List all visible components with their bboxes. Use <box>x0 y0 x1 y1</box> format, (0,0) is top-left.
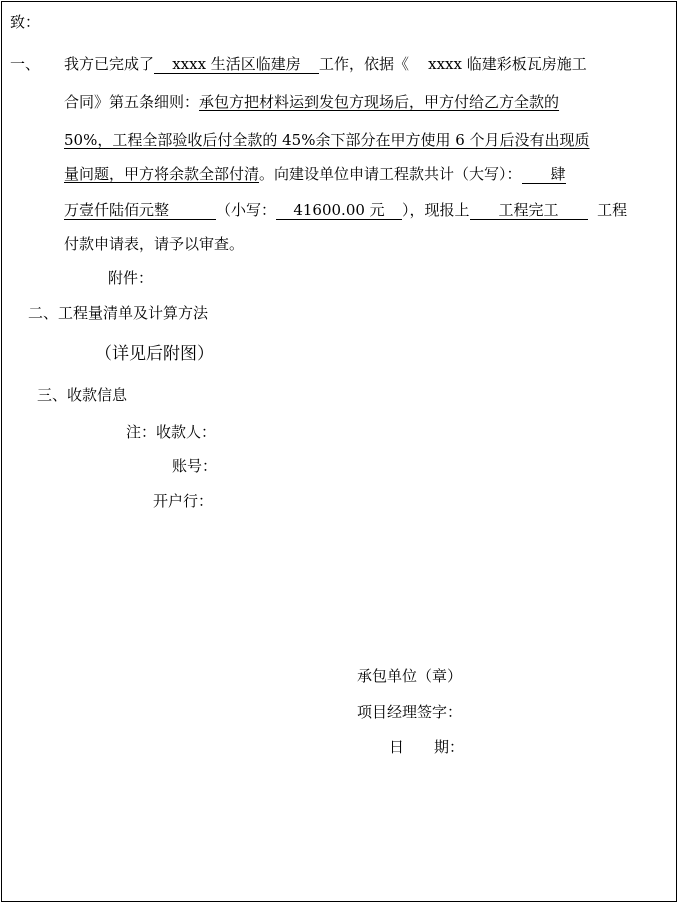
text: ），现报上 <box>402 201 470 219</box>
section2-title: 二、工程量清单及计算方法 <box>28 304 209 322</box>
section1-line4 <box>64 164 566 184</box>
section1-line2 <box>64 92 559 112</box>
manager-signature-label: 项目经理签字： <box>357 703 463 721</box>
section1-line3 <box>64 130 590 150</box>
text: 我方已完成了 <box>64 55 155 73</box>
attachment-label: 附件： <box>108 269 154 287</box>
text: 。向建设单位申请工程款共计（大写）： <box>259 165 522 183</box>
payee-label: 注：收款人： <box>126 423 217 441</box>
payment-terms-end: 量问题，甲方将余款全部付清 <box>64 165 260 183</box>
section1-line6: 付款申请表，请予以审查。 <box>64 235 245 253</box>
text: （小写： <box>216 201 277 219</box>
contractor-seal-label: 承包单位（章） <box>357 667 463 685</box>
section1-number: 一、 <box>10 55 41 73</box>
amount-lowercase-field: 41600.00 元 <box>276 201 402 220</box>
stage-field: 工程完工 <box>470 201 588 220</box>
salutation: 致： <box>10 13 41 31</box>
payment-terms: 承包方把材料运到发包方现场后，甲方付给乙方全款的 <box>199 93 560 111</box>
section1-line1 <box>64 54 587 74</box>
amount-uppercase-field: 肆 <box>522 165 566 184</box>
date-label: 日 期： <box>389 738 465 756</box>
bank-label: 开户行： <box>153 492 214 510</box>
section1-line5 <box>64 200 627 220</box>
account-label: 账号： <box>172 457 218 475</box>
section3-title: 三、收款信息 <box>37 386 128 404</box>
text: 工作，依据《 <box>319 55 410 73</box>
amount-uppercase-field-cont: 万壹仟陆佰元整 <box>64 201 216 220</box>
project-name-field: xxxx 生活区临建房 <box>154 55 319 74</box>
text: 第五条细则： <box>109 93 200 111</box>
payment-terms-cont: 50%，工程全部验收后付全款的 45%余下部分在甲方使用 6 个月后没有出现质 <box>64 131 590 149</box>
contract-name: xxxx 临建彩板瓦房施工 <box>428 55 587 73</box>
contract-name-end: 合同》 <box>64 93 110 111</box>
text: 工程 <box>597 201 628 219</box>
section2-note: （详见后附图） <box>95 344 214 364</box>
